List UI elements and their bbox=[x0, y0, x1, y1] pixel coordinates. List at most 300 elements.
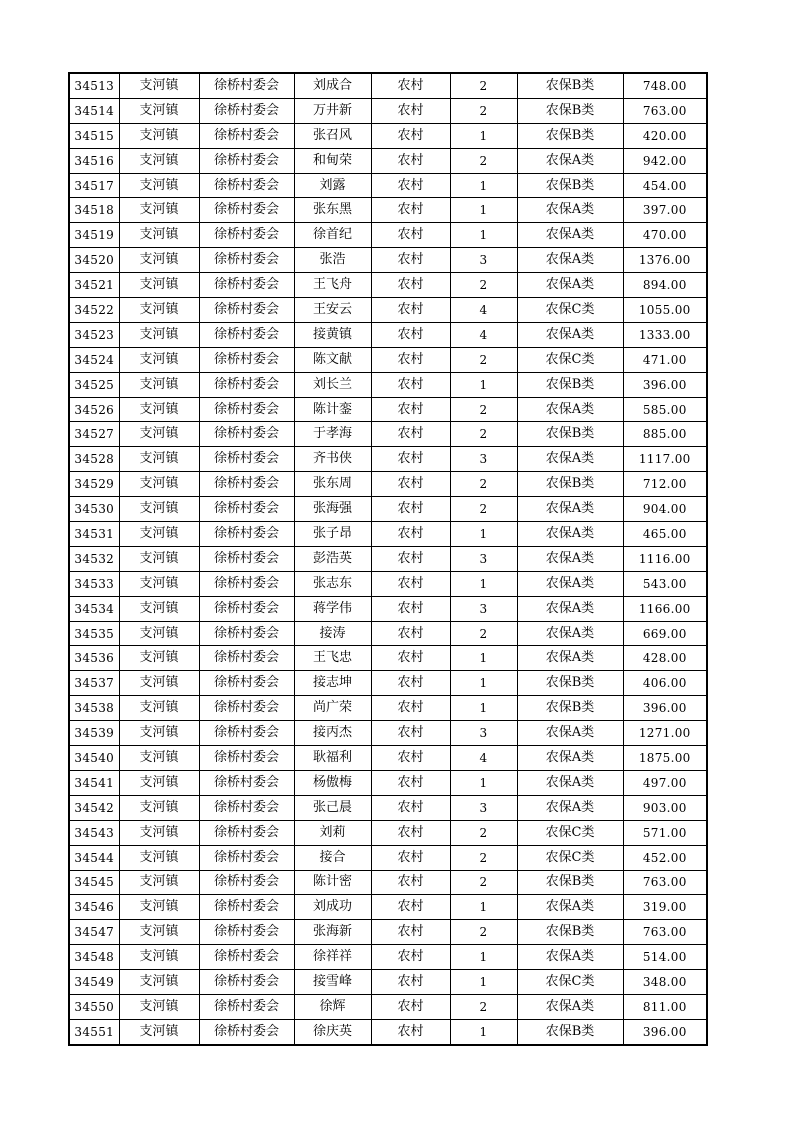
village-committee-cell: 徐桥村委会 bbox=[199, 472, 294, 497]
town-cell: 支河镇 bbox=[119, 372, 199, 397]
household-type-cell: 农村 bbox=[371, 945, 450, 970]
village-committee-cell: 徐桥村委会 bbox=[199, 397, 294, 422]
household-type-cell: 农村 bbox=[371, 696, 450, 721]
table-row bbox=[69, 696, 707, 721]
table-row bbox=[69, 223, 707, 248]
household-type-cell: 农村 bbox=[371, 646, 450, 671]
household-size-cell: 1 bbox=[450, 970, 517, 995]
household-size-cell: 3 bbox=[450, 721, 517, 746]
village-committee-cell: 徐桥村委会 bbox=[199, 696, 294, 721]
village-committee-cell: 徐桥村委会 bbox=[199, 596, 294, 621]
amount-cell: 1875.00 bbox=[623, 746, 707, 771]
record-id-cell: 34538 bbox=[69, 696, 119, 721]
town-cell: 支河镇 bbox=[119, 646, 199, 671]
insurance-category-cell: 农保A类 bbox=[517, 571, 623, 596]
table-row bbox=[69, 472, 707, 497]
record-id-cell: 34534 bbox=[69, 596, 119, 621]
table-row bbox=[69, 970, 707, 995]
insurance-category-cell: 农保A类 bbox=[517, 273, 623, 298]
record-id-cell: 34524 bbox=[69, 347, 119, 372]
name-cell: 张子昂 bbox=[294, 522, 371, 547]
name-cell: 刘长兰 bbox=[294, 372, 371, 397]
table-row bbox=[69, 123, 707, 148]
table-row bbox=[69, 1019, 707, 1044]
household-type-cell: 农村 bbox=[371, 248, 450, 273]
name-cell: 接雪峰 bbox=[294, 970, 371, 995]
table-body bbox=[69, 73, 707, 1045]
insurance-category-cell: 农保A类 bbox=[517, 522, 623, 547]
amount-cell: 571.00 bbox=[623, 820, 707, 845]
village-committee-cell: 徐桥村委会 bbox=[199, 223, 294, 248]
amount-cell: 406.00 bbox=[623, 671, 707, 696]
insurance-category-cell: 农保B类 bbox=[517, 73, 623, 98]
table-row bbox=[69, 98, 707, 123]
insurance-category-cell: 农保A类 bbox=[517, 447, 623, 472]
table-row bbox=[69, 347, 707, 372]
village-committee-cell: 徐桥村委会 bbox=[199, 173, 294, 198]
amount-cell: 894.00 bbox=[623, 273, 707, 298]
village-committee-cell: 徐桥村委会 bbox=[199, 298, 294, 323]
town-cell: 支河镇 bbox=[119, 148, 199, 173]
household-type-cell: 农村 bbox=[371, 746, 450, 771]
household-size-cell: 2 bbox=[450, 347, 517, 372]
household-size-cell: 2 bbox=[450, 73, 517, 98]
record-id-cell: 34542 bbox=[69, 795, 119, 820]
table-row bbox=[69, 148, 707, 173]
table-row bbox=[69, 497, 707, 522]
record-id-cell: 34531 bbox=[69, 522, 119, 547]
amount-cell: 452.00 bbox=[623, 845, 707, 870]
amount-cell: 1055.00 bbox=[623, 298, 707, 323]
village-committee-cell: 徐桥村委会 bbox=[199, 123, 294, 148]
record-id-cell: 34519 bbox=[69, 223, 119, 248]
household-size-cell: 2 bbox=[450, 845, 517, 870]
household-type-cell: 农村 bbox=[371, 73, 450, 98]
village-committee-cell: 徐桥村委会 bbox=[199, 522, 294, 547]
name-cell: 蒋学伟 bbox=[294, 596, 371, 621]
table-row bbox=[69, 571, 707, 596]
record-id-cell: 34518 bbox=[69, 198, 119, 223]
town-cell: 支河镇 bbox=[119, 795, 199, 820]
insurance-category-cell: 农保C类 bbox=[517, 845, 623, 870]
insurance-category-cell: 农保A类 bbox=[517, 770, 623, 795]
record-id-cell: 34527 bbox=[69, 422, 119, 447]
household-size-cell: 2 bbox=[450, 397, 517, 422]
insurance-category-cell: 农保B类 bbox=[517, 920, 623, 945]
household-size-cell: 2 bbox=[450, 870, 517, 895]
town-cell: 支河镇 bbox=[119, 198, 199, 223]
amount-cell: 465.00 bbox=[623, 522, 707, 547]
insurance-category-cell: 农保B类 bbox=[517, 1019, 623, 1044]
village-committee-cell: 徐桥村委会 bbox=[199, 198, 294, 223]
record-id-cell: 34528 bbox=[69, 447, 119, 472]
household-size-cell: 1 bbox=[450, 571, 517, 596]
household-size-cell: 3 bbox=[450, 596, 517, 621]
household-size-cell: 1 bbox=[450, 522, 517, 547]
name-cell: 尚广荣 bbox=[294, 696, 371, 721]
record-id-cell: 34547 bbox=[69, 920, 119, 945]
insurance-category-cell: 农保A类 bbox=[517, 621, 623, 646]
table-row bbox=[69, 248, 707, 273]
record-id-cell: 34551 bbox=[69, 1019, 119, 1044]
household-size-cell: 2 bbox=[450, 98, 517, 123]
household-type-cell: 农村 bbox=[371, 372, 450, 397]
village-committee-cell: 徐桥村委会 bbox=[199, 795, 294, 820]
name-cell: 陈计密 bbox=[294, 870, 371, 895]
record-id-cell: 34535 bbox=[69, 621, 119, 646]
household-size-cell: 4 bbox=[450, 298, 517, 323]
household-size-cell: 2 bbox=[450, 472, 517, 497]
household-size-cell: 3 bbox=[450, 447, 517, 472]
insurance-category-cell: 农保A类 bbox=[517, 198, 623, 223]
insurance-category-cell: 农保A类 bbox=[517, 795, 623, 820]
record-id-cell: 34548 bbox=[69, 945, 119, 970]
amount-cell: 885.00 bbox=[623, 422, 707, 447]
name-cell: 张东黑 bbox=[294, 198, 371, 223]
amount-cell: 420.00 bbox=[623, 123, 707, 148]
amount-cell: 748.00 bbox=[623, 73, 707, 98]
household-size-cell: 1 bbox=[450, 895, 517, 920]
record-id-cell: 34522 bbox=[69, 298, 119, 323]
record-id-cell: 34533 bbox=[69, 571, 119, 596]
town-cell: 支河镇 bbox=[119, 1019, 199, 1044]
amount-cell: 763.00 bbox=[623, 870, 707, 895]
name-cell: 接合 bbox=[294, 845, 371, 870]
name-cell: 王飞忠 bbox=[294, 646, 371, 671]
household-size-cell: 4 bbox=[450, 322, 517, 347]
insurance-category-cell: 农保B类 bbox=[517, 870, 623, 895]
household-type-cell: 农村 bbox=[371, 571, 450, 596]
household-type-cell: 农村 bbox=[371, 994, 450, 1019]
name-cell: 接丙杰 bbox=[294, 721, 371, 746]
record-id-cell: 34513 bbox=[69, 73, 119, 98]
table-row bbox=[69, 298, 707, 323]
record-id-cell: 34550 bbox=[69, 994, 119, 1019]
town-cell: 支河镇 bbox=[119, 472, 199, 497]
village-committee-cell: 徐桥村委会 bbox=[199, 671, 294, 696]
record-id-cell: 34536 bbox=[69, 646, 119, 671]
town-cell: 支河镇 bbox=[119, 945, 199, 970]
record-id-cell: 34530 bbox=[69, 497, 119, 522]
household-type-cell: 农村 bbox=[371, 98, 450, 123]
town-cell: 支河镇 bbox=[119, 994, 199, 1019]
amount-cell: 471.00 bbox=[623, 347, 707, 372]
town-cell: 支河镇 bbox=[119, 298, 199, 323]
insurance-category-cell: 农保A类 bbox=[517, 746, 623, 771]
household-size-cell: 1 bbox=[450, 646, 517, 671]
household-type-cell: 农村 bbox=[371, 273, 450, 298]
amount-cell: 319.00 bbox=[623, 895, 707, 920]
household-type-cell: 农村 bbox=[371, 721, 450, 746]
household-type-cell: 农村 bbox=[371, 447, 450, 472]
insurance-category-cell: 农保A类 bbox=[517, 546, 623, 571]
village-committee-cell: 徐桥村委会 bbox=[199, 994, 294, 1019]
insurance-category-cell: 农保B类 bbox=[517, 173, 623, 198]
table-row bbox=[69, 322, 707, 347]
record-id-cell: 34540 bbox=[69, 746, 119, 771]
household-type-cell: 农村 bbox=[371, 397, 450, 422]
amount-cell: 428.00 bbox=[623, 646, 707, 671]
village-committee-cell: 徐桥村委会 bbox=[199, 1019, 294, 1044]
insurance-category-cell: 农保B类 bbox=[517, 696, 623, 721]
household-size-cell: 2 bbox=[450, 422, 517, 447]
household-size-cell: 3 bbox=[450, 546, 517, 571]
village-committee-cell: 徐桥村委会 bbox=[199, 273, 294, 298]
household-type-cell: 农村 bbox=[371, 173, 450, 198]
household-type-cell: 农村 bbox=[371, 298, 450, 323]
table-row bbox=[69, 795, 707, 820]
household-type-cell: 农村 bbox=[371, 671, 450, 696]
town-cell: 支河镇 bbox=[119, 746, 199, 771]
village-committee-cell: 徐桥村委会 bbox=[199, 571, 294, 596]
town-cell: 支河镇 bbox=[119, 497, 199, 522]
table-row bbox=[69, 870, 707, 895]
village-committee-cell: 徐桥村委会 bbox=[199, 920, 294, 945]
village-committee-cell: 徐桥村委会 bbox=[199, 646, 294, 671]
record-id-cell: 34526 bbox=[69, 397, 119, 422]
name-cell: 陈计銮 bbox=[294, 397, 371, 422]
name-cell: 张召风 bbox=[294, 123, 371, 148]
amount-cell: 811.00 bbox=[623, 994, 707, 1019]
village-committee-cell: 徐桥村委会 bbox=[199, 820, 294, 845]
household-size-cell: 1 bbox=[450, 123, 517, 148]
household-type-cell: 农村 bbox=[371, 920, 450, 945]
name-cell: 刘成功 bbox=[294, 895, 371, 920]
table-row bbox=[69, 646, 707, 671]
amount-cell: 942.00 bbox=[623, 148, 707, 173]
amount-cell: 396.00 bbox=[623, 696, 707, 721]
record-id-cell: 34520 bbox=[69, 248, 119, 273]
table-row bbox=[69, 945, 707, 970]
town-cell: 支河镇 bbox=[119, 845, 199, 870]
name-cell: 徐庆英 bbox=[294, 1019, 371, 1044]
village-committee-cell: 徐桥村委会 bbox=[199, 248, 294, 273]
village-committee-cell: 徐桥村委会 bbox=[199, 546, 294, 571]
town-cell: 支河镇 bbox=[119, 322, 199, 347]
household-size-cell: 1 bbox=[450, 696, 517, 721]
town-cell: 支河镇 bbox=[119, 820, 199, 845]
table-row bbox=[69, 198, 707, 223]
name-cell: 接志坤 bbox=[294, 671, 371, 696]
table-row bbox=[69, 721, 707, 746]
table-row bbox=[69, 895, 707, 920]
table-row bbox=[69, 621, 707, 646]
household-type-cell: 农村 bbox=[371, 347, 450, 372]
household-size-cell: 1 bbox=[450, 1019, 517, 1044]
village-committee-cell: 徐桥村委会 bbox=[199, 73, 294, 98]
insurance-category-cell: 农保A类 bbox=[517, 497, 623, 522]
name-cell: 徐首纪 bbox=[294, 223, 371, 248]
household-type-cell: 农村 bbox=[371, 223, 450, 248]
name-cell: 刘莉 bbox=[294, 820, 371, 845]
household-size-cell: 2 bbox=[450, 920, 517, 945]
household-type-cell: 农村 bbox=[371, 198, 450, 223]
table-row bbox=[69, 546, 707, 571]
record-id-cell: 34514 bbox=[69, 98, 119, 123]
amount-cell: 348.00 bbox=[623, 970, 707, 995]
table-row bbox=[69, 397, 707, 422]
table-row bbox=[69, 671, 707, 696]
insurance-category-cell: 农保A类 bbox=[517, 223, 623, 248]
record-id-cell: 34539 bbox=[69, 721, 119, 746]
town-cell: 支河镇 bbox=[119, 621, 199, 646]
name-cell: 张东周 bbox=[294, 472, 371, 497]
town-cell: 支河镇 bbox=[119, 273, 199, 298]
table-row bbox=[69, 596, 707, 621]
amount-cell: 1117.00 bbox=[623, 447, 707, 472]
amount-cell: 1166.00 bbox=[623, 596, 707, 621]
table-row bbox=[69, 746, 707, 771]
town-cell: 支河镇 bbox=[119, 422, 199, 447]
insurance-category-cell: 农保A类 bbox=[517, 596, 623, 621]
town-cell: 支河镇 bbox=[119, 696, 199, 721]
village-committee-cell: 徐桥村委会 bbox=[199, 372, 294, 397]
amount-cell: 669.00 bbox=[623, 621, 707, 646]
town-cell: 支河镇 bbox=[119, 347, 199, 372]
household-type-cell: 农村 bbox=[371, 970, 450, 995]
town-cell: 支河镇 bbox=[119, 123, 199, 148]
town-cell: 支河镇 bbox=[119, 223, 199, 248]
data-table bbox=[68, 72, 708, 1046]
table-row bbox=[69, 173, 707, 198]
insurance-category-cell: 农保A类 bbox=[517, 397, 623, 422]
insurance-category-cell: 农保A类 bbox=[517, 945, 623, 970]
household-type-cell: 农村 bbox=[371, 895, 450, 920]
amount-cell: 1333.00 bbox=[623, 322, 707, 347]
household-type-cell: 农村 bbox=[371, 148, 450, 173]
town-cell: 支河镇 bbox=[119, 248, 199, 273]
amount-cell: 903.00 bbox=[623, 795, 707, 820]
table-row bbox=[69, 273, 707, 298]
table-row bbox=[69, 920, 707, 945]
household-type-cell: 农村 bbox=[371, 621, 450, 646]
town-cell: 支河镇 bbox=[119, 73, 199, 98]
name-cell: 彭浩英 bbox=[294, 546, 371, 571]
town-cell: 支河镇 bbox=[119, 970, 199, 995]
village-committee-cell: 徐桥村委会 bbox=[199, 845, 294, 870]
amount-cell: 497.00 bbox=[623, 770, 707, 795]
household-size-cell: 2 bbox=[450, 994, 517, 1019]
household-size-cell: 2 bbox=[450, 497, 517, 522]
town-cell: 支河镇 bbox=[119, 721, 199, 746]
table-row bbox=[69, 845, 707, 870]
village-committee-cell: 徐桥村委会 bbox=[199, 721, 294, 746]
household-size-cell: 4 bbox=[450, 746, 517, 771]
record-id-cell: 34525 bbox=[69, 372, 119, 397]
table-row bbox=[69, 522, 707, 547]
insurance-category-cell: 农保C类 bbox=[517, 970, 623, 995]
household-size-cell: 1 bbox=[450, 372, 517, 397]
name-cell: 张志东 bbox=[294, 571, 371, 596]
household-type-cell: 农村 bbox=[371, 596, 450, 621]
table-row bbox=[69, 447, 707, 472]
record-id-cell: 34546 bbox=[69, 895, 119, 920]
town-cell: 支河镇 bbox=[119, 870, 199, 895]
village-committee-cell: 徐桥村委会 bbox=[199, 447, 294, 472]
insurance-category-cell: 农保C类 bbox=[517, 298, 623, 323]
village-committee-cell: 徐桥村委会 bbox=[199, 422, 294, 447]
table-row bbox=[69, 372, 707, 397]
insurance-category-cell: 农保A类 bbox=[517, 148, 623, 173]
village-committee-cell: 徐桥村委会 bbox=[199, 322, 294, 347]
record-id-cell: 34515 bbox=[69, 123, 119, 148]
town-cell: 支河镇 bbox=[119, 522, 199, 547]
household-size-cell: 3 bbox=[450, 248, 517, 273]
amount-cell: 763.00 bbox=[623, 98, 707, 123]
amount-cell: 397.00 bbox=[623, 198, 707, 223]
town-cell: 支河镇 bbox=[119, 397, 199, 422]
village-committee-cell: 徐桥村委会 bbox=[199, 347, 294, 372]
village-committee-cell: 徐桥村委会 bbox=[199, 770, 294, 795]
village-committee-cell: 徐桥村委会 bbox=[199, 148, 294, 173]
household-size-cell: 1 bbox=[450, 770, 517, 795]
name-cell: 万井新 bbox=[294, 98, 371, 123]
town-cell: 支河镇 bbox=[119, 920, 199, 945]
table-row bbox=[69, 73, 707, 98]
record-id-cell: 34516 bbox=[69, 148, 119, 173]
name-cell: 徐祥祥 bbox=[294, 945, 371, 970]
village-committee-cell: 徐桥村委会 bbox=[199, 746, 294, 771]
household-size-cell: 1 bbox=[450, 945, 517, 970]
household-type-cell: 农村 bbox=[371, 422, 450, 447]
amount-cell: 396.00 bbox=[623, 372, 707, 397]
town-cell: 支河镇 bbox=[119, 546, 199, 571]
household-type-cell: 农村 bbox=[371, 123, 450, 148]
household-size-cell: 1 bbox=[450, 173, 517, 198]
name-cell: 接黄镇 bbox=[294, 322, 371, 347]
name-cell: 于孝海 bbox=[294, 422, 371, 447]
household-size-cell: 1 bbox=[450, 198, 517, 223]
household-type-cell: 农村 bbox=[371, 497, 450, 522]
insurance-category-cell: 农保A类 bbox=[517, 895, 623, 920]
record-id-cell: 34545 bbox=[69, 870, 119, 895]
name-cell: 王飞舟 bbox=[294, 273, 371, 298]
household-type-cell: 农村 bbox=[371, 870, 450, 895]
record-id-cell: 34523 bbox=[69, 322, 119, 347]
name-cell: 杨傲梅 bbox=[294, 770, 371, 795]
town-cell: 支河镇 bbox=[119, 98, 199, 123]
insurance-category-cell: 农保A类 bbox=[517, 322, 623, 347]
insurance-category-cell: 农保A类 bbox=[517, 721, 623, 746]
name-cell: 陈文献 bbox=[294, 347, 371, 372]
name-cell: 徐辉 bbox=[294, 994, 371, 1019]
insurance-category-cell: 农保B类 bbox=[517, 372, 623, 397]
name-cell: 王安云 bbox=[294, 298, 371, 323]
amount-cell: 585.00 bbox=[623, 397, 707, 422]
town-cell: 支河镇 bbox=[119, 596, 199, 621]
record-id-cell: 34541 bbox=[69, 770, 119, 795]
town-cell: 支河镇 bbox=[119, 895, 199, 920]
household-size-cell: 2 bbox=[450, 820, 517, 845]
insurance-category-cell: 农保A类 bbox=[517, 248, 623, 273]
name-cell: 张海新 bbox=[294, 920, 371, 945]
amount-cell: 454.00 bbox=[623, 173, 707, 198]
name-cell: 和甸荣 bbox=[294, 148, 371, 173]
household-size-cell: 2 bbox=[450, 273, 517, 298]
town-cell: 支河镇 bbox=[119, 671, 199, 696]
record-id-cell: 34517 bbox=[69, 173, 119, 198]
table-row bbox=[69, 770, 707, 795]
household-type-cell: 农村 bbox=[371, 845, 450, 870]
household-type-cell: 农村 bbox=[371, 770, 450, 795]
insurance-category-cell: 农保B类 bbox=[517, 422, 623, 447]
record-id-cell: 34549 bbox=[69, 970, 119, 995]
household-size-cell: 2 bbox=[450, 621, 517, 646]
household-size-cell: 3 bbox=[450, 795, 517, 820]
record-id-cell: 34529 bbox=[69, 472, 119, 497]
name-cell: 张海强 bbox=[294, 497, 371, 522]
household-type-cell: 农村 bbox=[371, 546, 450, 571]
